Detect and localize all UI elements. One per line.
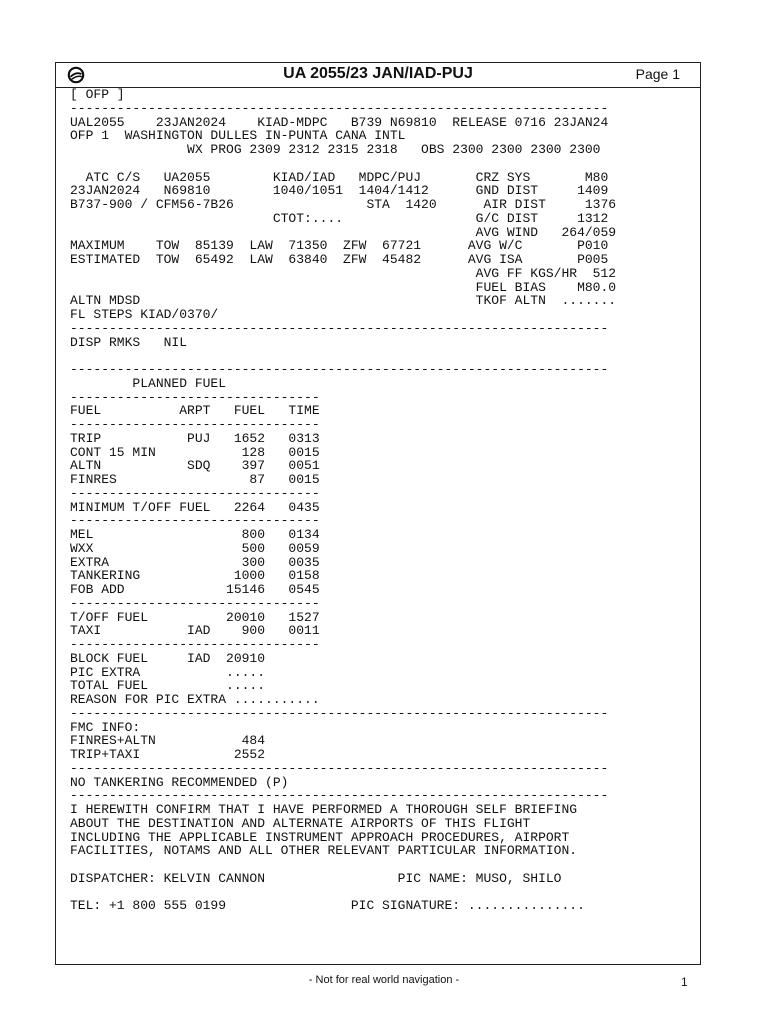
flight-title: UA 2055/23 JAN/IAD-PUJ [283,65,473,82]
ofp-line: -------------------------------- [70,389,320,405]
ofp-line [70,858,616,872]
ofp-line: FINRES+ALTN 484 [70,733,266,749]
ofp-line: FACILITIES, NOTAMS AND ALL OTHER RELEVANT PARTICULAR INFORMATION. [70,843,578,859]
ofp-line: -------------------------------- [70,513,320,529]
ofp-line: ESTIMATED TOW 65492 LAW 63840 ZFW 45482 AVG ISA P005 [70,252,609,267]
ofp-line: AVG WIND 264/059 [70,224,617,240]
ofp-line: TEL: +1 800 555 0199 PIC SIGNATURE: ............... [70,898,585,914]
ofp-line: FMC INFO: [70,719,141,735]
ofp-line [70,349,616,363]
ofp-line: PIC EXTRA ..... [70,664,266,680]
ofp-line: -------------------------------- [70,485,320,501]
ofp-line: I HEREWITH CONFIRM THAT I HAVE PERFORMED A THOROUGH SELF BRIEFING [70,802,578,817]
ofp-line: -------------------------------- [70,417,320,432]
ofp-line: INCLUDING THE APPLICABLE INSTRUMENT APPROACH PROCEDURES, AIRPORT [70,829,570,845]
ofp-line: REASON FOR PIC EXTRA ........... [70,692,320,707]
ofp-line: OFP 1 WASHINGTON DULLES IN-PUNTA CANA INTL [70,128,406,144]
ofp-line: UAL2055 23JAN2024 KIAD-MDPC B739 N69810 RELEASE 0716 23JAN24 [70,114,609,130]
ofp-line: MINIMUM T/OFF FUEL 2264 0435 [70,499,320,515]
ofp-line: -------------------------------- [70,595,320,611]
ofp-line: ALTN MDSD TKOF ALTN ....... [70,293,617,309]
ofp-line: MAXIMUM TOW 85139 LAW 71350 ZFW 67721 AVG W/C P010 [70,238,609,254]
ofp-line: FUEL ARPT FUEL TIME [70,403,320,419]
ofp-text-body [70,88,616,913]
ofp-line: 23JAN2024 N69810 1040/1051 1404/1412 GND DIST 1409 [70,183,609,199]
ofp-line: BLOCK FUEL IAD 20910 [70,650,266,666]
footer-disclaimer: - Not for real world navigation - [308,974,460,986]
ofp-line: FINRES 87 0015 [70,472,320,487]
ofp-line: ATC C/S UA2055 KIAD/IAD MDPC/PUJ CRZ SYS M80 [70,169,609,185]
ofp-line: ABOUT THE DESTINATION AND ALTERNATE AIRPORTS OF THIS FLIGHT [70,815,531,831]
ofp-line: MEL 800 0134 [70,527,320,542]
ofp-line: WX PROG 2309 2312 2315 2318 OBS 2300 2300 2300 2300 [70,142,601,157]
page-header [56,63,700,88]
ofp-line: FOB ADD 15146 0545 [70,582,320,597]
ofp-line: CONT 15 MIN 128 0015 [70,444,320,460]
ofp-line: DISPATCHER: KELVIN CANNON PIC NAME: MUSO, SHILO [70,870,562,886]
ofp-line: B737-900 / CFM56-7B26 STA 1420 AIR DIST 1376 [70,197,617,212]
ofp-line: DISP RMKS NIL [70,334,188,350]
ofp-line: TOTAL FUEL ..... [70,678,266,694]
ofp-line: FUEL BIAS M80.0 [70,279,617,295]
ofp-line: -------------------------------- [70,637,320,652]
ofp-line: TANKERING 1000 0158 [70,568,320,584]
ofp-line: FL STEPS KIAD/0370/ [70,307,219,322]
footer-page-number: 1 [681,975,688,989]
ofp-line: --------------------------------------------------------------------- [70,788,609,804]
ofp-line: T/OFF FUEL 20010 1527 [70,609,320,625]
ofp-line: EXTRA 300 0035 [70,554,320,570]
ofp-page-frame [55,62,701,965]
ofp-line: ALTN SDQ 397 0051 [70,458,320,474]
ofp-line: --------------------------------------------------------------------- [70,362,609,377]
ofp-line [70,157,616,171]
ofp-line: --------------------------------------------------------------------- [70,100,609,116]
ofp-line: PLANNED FUEL [70,375,227,391]
ofp-line: [ OFP ] [70,87,125,102]
page-label: Page 1 [635,66,680,82]
ofp-line [70,886,616,900]
ofp-line: --------------------------------------------------------------------- [70,705,609,721]
ofp-line: WXX 500 0059 [70,540,320,556]
ofp-line: CTOT:.... G/C DIST 1312 [70,210,609,226]
ofp-line: TAXI IAD 900 0011 [70,623,320,639]
ofp-line: --------------------------------------------------------------------- [70,320,609,336]
ofp-line: AVG FF KGS/HR 512 [70,265,617,281]
ofp-line: --------------------------------------------------------------------- [70,760,609,776]
ofp-line: TRIP+TAXI 2552 [70,747,266,762]
ofp-line: NO TANKERING RECOMMENDED (P) [70,774,289,790]
ofp-line: TRIP PUJ 1652 0313 [70,430,320,446]
